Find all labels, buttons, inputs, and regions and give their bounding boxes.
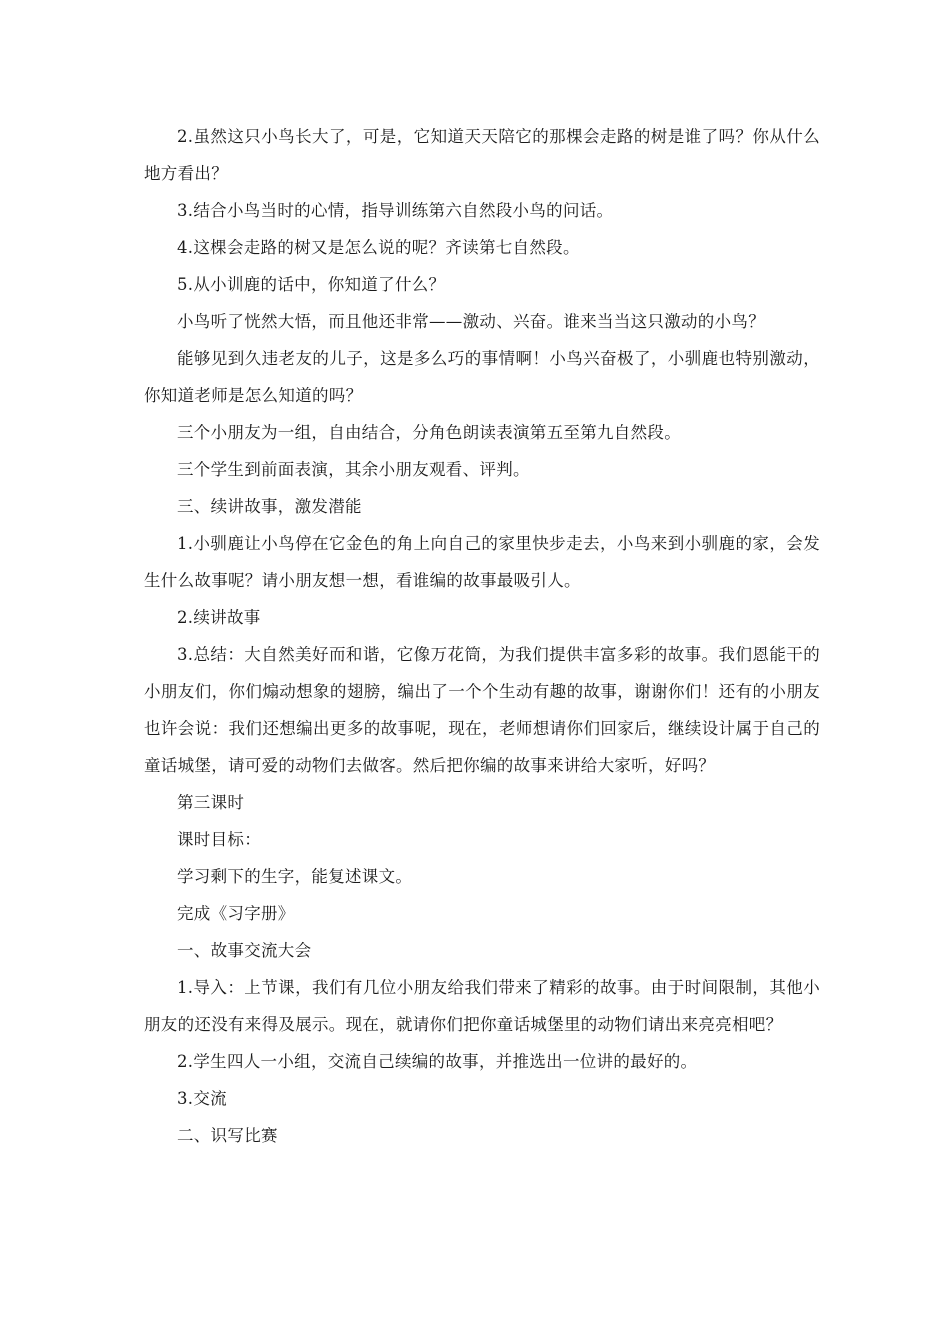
paragraph-1: 2.虽然这只小鸟长大了，可是，它知道天天陪它的那棵会走路的树是谁了吗？你从什么地方看出？ xyxy=(144,127,820,183)
section-heading-1: 一、故事交流大会 xyxy=(177,941,312,960)
section-heading-3: 三、续讲故事，激发潜能 xyxy=(177,497,362,516)
paragraph-10: 1.小驯鹿让小鸟停在它金色的角上向自己的家里快步走去，小鸟来到小驯鹿的家，会发生什么故事呢？请小朋友想一想，看谁编的故事最吸引人。 xyxy=(144,534,820,590)
lesson-heading: 第三课时 xyxy=(177,793,245,812)
paragraph-5: 小鸟听了恍然大悟，而且他还非常——激动、兴奋。谁来当当这只激动的小鸟？ xyxy=(177,312,765,331)
paragraph-2: 3.结合小鸟当时的心情，指导训练第六自然段小鸟的问话。 xyxy=(177,201,614,220)
paragraph-3: 4.这棵会走路的树又是怎么说的呢？齐读第七自然段。 xyxy=(177,238,580,257)
paragraph-4: 5.从小训鹿的话中，你知道了什么？ xyxy=(177,275,446,294)
paragraph-18: 1.导入：上节课，我们有几位小朋友给我们带来了精彩的故事。由于时间限制，其他小朋友的还没有来得及展示。现在，就请你们把你童话城堡里的动物们请出来亮亮相吧？ xyxy=(144,978,820,1034)
paragraph-11: 2.续讲故事 xyxy=(177,608,261,627)
lesson-goal-label: 课时目标： xyxy=(177,830,261,849)
paragraph-6: 能够见到久违老友的儿子，这是多么巧的事情啊！小鸟兴奋极了，小驯鹿也特别激动，你知道老师是怎么知道的吗？ xyxy=(144,349,820,405)
paragraph-8: 三个学生到前面表演，其余小朋友观看、评判。 xyxy=(177,460,530,479)
paragraph-7: 三个小朋友为一组，自由结合，分角色朗读表演第五至第九自然段。 xyxy=(177,423,681,442)
section-heading-2: 二、识写比赛 xyxy=(177,1126,278,1145)
paragraph-19: 2.学生四人一小组，交流自己续编的故事，并推选出一位讲的最好的。 xyxy=(177,1052,698,1071)
paragraph-15: 学习剩下的生字，能复述课文。 xyxy=(177,867,413,886)
paragraph-16: 完成《习字册》 xyxy=(177,904,295,923)
document-body xyxy=(144,118,820,1154)
paragraph-20: 3.交流 xyxy=(177,1089,227,1108)
paragraph-12: 3.总结：大自然美好而和谐，它像万花筒，为我们提供丰富多彩的故事。我们恩能干的小朋友们，你们煽动想象的翅膀，编出了一个个生动有趣的故事，谢谢你们！还有的小朋友也许会说：我们还想编出更多的故事呢，现在，老师想请你们回家后，继续设计属于自己的童话城堡，请可爱的动物们去做客。然后把你编的故事来讲给大家听，好吗？ xyxy=(144,645,820,775)
